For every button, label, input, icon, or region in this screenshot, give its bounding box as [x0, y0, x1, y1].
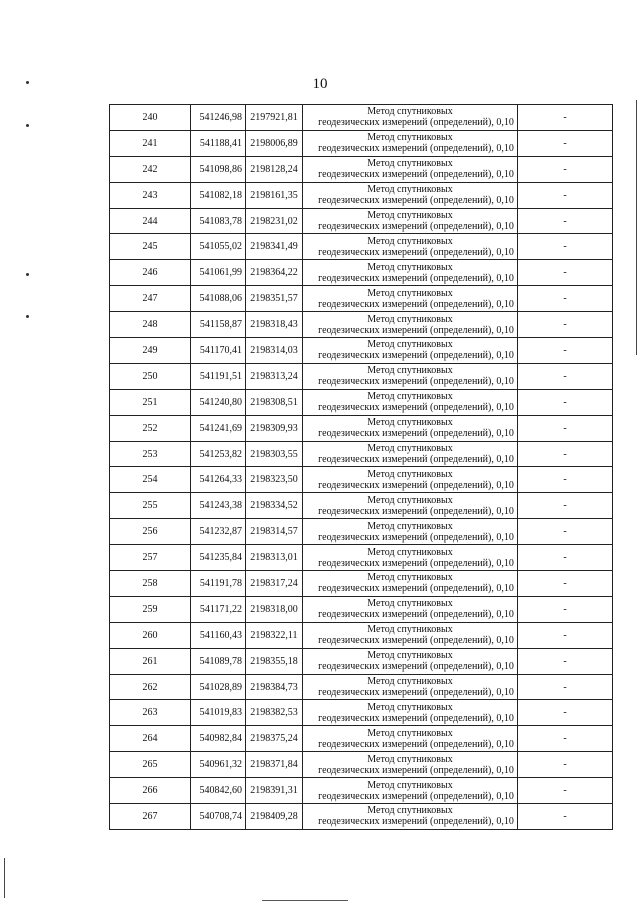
coordinate-y: 2198364,22 — [246, 260, 303, 286]
note-cell: - — [518, 286, 613, 312]
note-cell: - — [518, 596, 613, 622]
coordinate-y: 2198318,43 — [246, 312, 303, 338]
point-number: 244 — [110, 208, 191, 234]
method-line-2: геодезических измерений (определений), 0,10 — [318, 609, 514, 621]
method-line-1: Метод спутниковых — [367, 520, 453, 532]
method-line-2: геодезических измерений (определений), 0,10 — [318, 661, 514, 673]
point-number: 253 — [110, 441, 191, 467]
coordinate-x: 541055,02 — [191, 234, 246, 260]
point-number: 256 — [110, 519, 191, 545]
method-cell — [303, 700, 518, 726]
coordinate-x: 541158,87 — [191, 312, 246, 338]
page-number: 10 — [312, 76, 328, 92]
method-line-2: геодезических измерений (определений), 0,10 — [318, 531, 514, 543]
method-line-1: Метод спутниковых — [367, 443, 453, 455]
note-cell: - — [518, 182, 613, 208]
method-cell — [303, 105, 518, 131]
coordinate-x: 541191,51 — [191, 363, 246, 389]
coordinate-x: 541241,69 — [191, 415, 246, 441]
method-line-1: Метод спутниковых — [367, 546, 453, 558]
table-row — [110, 130, 613, 156]
coordinate-x: 541028,89 — [191, 674, 246, 700]
method-cell — [303, 234, 518, 260]
coordinate-x: 541019,83 — [191, 700, 246, 726]
method-line-1: Метод спутниковых — [367, 235, 453, 247]
note-cell: - — [518, 726, 613, 752]
table-row — [110, 752, 613, 778]
method-line-2: геодезических измерений (определений), 0,10 — [318, 428, 514, 440]
method-cell — [303, 674, 518, 700]
method-line-1: Метод спутниковых — [367, 727, 453, 739]
coordinate-y: 2198303,55 — [246, 441, 303, 467]
point-number: 258 — [110, 571, 191, 597]
method-cell — [303, 312, 518, 338]
note-cell: - — [518, 752, 613, 778]
point-number: 246 — [110, 260, 191, 286]
method-line-1: Метод спутниковых — [367, 598, 453, 610]
note-cell: - — [518, 208, 613, 234]
method-line-1: Метод спутниковых — [367, 261, 453, 273]
coordinate-y: 2198313,01 — [246, 545, 303, 571]
table-row — [110, 234, 613, 260]
scan-edge-line — [636, 100, 637, 355]
point-number: 259 — [110, 596, 191, 622]
table-row — [110, 596, 613, 622]
table-row — [110, 441, 613, 467]
method-line-1: Метод спутниковых — [367, 339, 453, 351]
note-cell: - — [518, 363, 613, 389]
coordinate-y: 2198384,73 — [246, 674, 303, 700]
table-row — [110, 467, 613, 493]
margin-mark — [26, 81, 29, 84]
coordinate-y: 2198341,49 — [246, 234, 303, 260]
method-cell — [303, 415, 518, 441]
coordinate-x: 540842,60 — [191, 778, 246, 804]
method-cell — [303, 545, 518, 571]
point-number: 260 — [110, 622, 191, 648]
method-cell — [303, 441, 518, 467]
coordinate-y: 2198351,57 — [246, 286, 303, 312]
point-number: 252 — [110, 415, 191, 441]
method-cell — [303, 208, 518, 234]
method-line-2: геодезических измерений (определений), 0,10 — [318, 402, 514, 414]
coordinate-y: 2198409,28 — [246, 804, 303, 830]
coordinate-x: 541253,82 — [191, 441, 246, 467]
point-number: 261 — [110, 648, 191, 674]
method-line-2: геодезических измерений (определений), 0,10 — [318, 117, 514, 129]
method-line-1: Метод спутниковых — [367, 805, 453, 817]
coordinate-y: 2198309,93 — [246, 415, 303, 441]
coordinate-y: 2198355,18 — [246, 648, 303, 674]
table-row — [110, 182, 613, 208]
coordinate-y: 2198314,57 — [246, 519, 303, 545]
point-number: 264 — [110, 726, 191, 752]
method-line-1: Метод спутниковых — [367, 132, 453, 144]
coordinate-x: 541061,99 — [191, 260, 246, 286]
coordinate-y: 2198313,24 — [246, 363, 303, 389]
coordinate-x: 541232,87 — [191, 519, 246, 545]
point-number: 254 — [110, 467, 191, 493]
coordinate-y: 2198317,24 — [246, 571, 303, 597]
method-cell — [303, 622, 518, 648]
note-cell: - — [518, 467, 613, 493]
coordinate-y: 2197921,81 — [246, 105, 303, 131]
note-cell: - — [518, 674, 613, 700]
point-number: 245 — [110, 234, 191, 260]
method-cell — [303, 596, 518, 622]
method-line-2: геодезических измерений (определений), 0,10 — [318, 764, 514, 776]
method-line-2: геодезических измерений (определений), 0,10 — [318, 687, 514, 699]
method-cell — [303, 804, 518, 830]
coordinates-table — [109, 104, 613, 830]
coordinate-y: 2198322,11 — [246, 622, 303, 648]
method-cell — [303, 493, 518, 519]
coordinate-y: 2198161,35 — [246, 182, 303, 208]
table-row — [110, 338, 613, 364]
table-row — [110, 208, 613, 234]
note-cell: - — [518, 778, 613, 804]
point-number: 241 — [110, 130, 191, 156]
coordinate-y: 2198318,00 — [246, 596, 303, 622]
method-line-2: геодезических измерений (определений), 0,10 — [318, 246, 514, 258]
point-number: 262 — [110, 674, 191, 700]
method-line-2: геодезических измерений (определений), 0,10 — [318, 583, 514, 595]
method-line-2: геодезических измерений (определений), 0,10 — [318, 324, 514, 336]
method-cell — [303, 286, 518, 312]
note-cell: - — [518, 234, 613, 260]
note-cell: - — [518, 130, 613, 156]
coordinate-x: 541098,86 — [191, 156, 246, 182]
coordinate-x: 541083,78 — [191, 208, 246, 234]
method-line-2: геодезических измерений (определений), 0,10 — [318, 505, 514, 517]
note-cell: - — [518, 622, 613, 648]
table-row — [110, 545, 613, 571]
table-row — [110, 156, 613, 182]
point-number: 263 — [110, 700, 191, 726]
method-line-1: Метод спутниковых — [367, 158, 453, 170]
coordinate-y: 2198308,51 — [246, 389, 303, 415]
method-line-1: Метод спутниковых — [367, 210, 453, 221]
point-number: 251 — [110, 389, 191, 415]
table-row — [110, 519, 613, 545]
method-cell — [303, 389, 518, 415]
method-line-1: Метод спутниковых — [367, 365, 453, 377]
note-cell: - — [518, 648, 613, 674]
method-line-1: Метод спутниковых — [367, 701, 453, 713]
scan-edge-line — [4, 858, 5, 898]
method-line-2: геодезических измерений (определений), 0,10 — [318, 635, 514, 647]
coordinate-y: 2198323,50 — [246, 467, 303, 493]
method-line-1: Метод спутниковых — [367, 184, 453, 196]
table-row — [110, 363, 613, 389]
coordinate-x: 541171,22 — [191, 596, 246, 622]
method-line-2: геодезических измерений (определений), 0,10 — [318, 738, 514, 750]
table-row — [110, 105, 613, 131]
method-line-2: геодезических измерений (определений), 0,10 — [318, 272, 514, 284]
method-line-2: геодезических измерений (определений), 0,10 — [318, 143, 514, 155]
point-number: 257 — [110, 545, 191, 571]
coordinate-x: 541088,06 — [191, 286, 246, 312]
coordinate-x: 541082,18 — [191, 182, 246, 208]
coordinate-x: 541246,98 — [191, 105, 246, 131]
method-line-2: геодезических измерений (определений), 0,10 — [318, 557, 514, 569]
method-cell — [303, 726, 518, 752]
method-line-1: Метод спутниковых — [367, 313, 453, 325]
point-number: 248 — [110, 312, 191, 338]
method-cell — [303, 363, 518, 389]
table-row — [110, 312, 613, 338]
note-cell: - — [518, 700, 613, 726]
note-cell: - — [518, 804, 613, 830]
coordinate-y: 2198231,02 — [246, 208, 303, 234]
table-row — [110, 622, 613, 648]
method-line-1: Метод спутниковых — [367, 676, 453, 688]
point-number: 265 — [110, 752, 191, 778]
method-line-1: Метод спутниковых — [367, 494, 453, 506]
table-row — [110, 648, 613, 674]
point-number: 240 — [110, 105, 191, 131]
coordinate-x: 541089,78 — [191, 648, 246, 674]
note-cell: - — [518, 312, 613, 338]
point-number: 247 — [110, 286, 191, 312]
coordinate-y: 2198391,31 — [246, 778, 303, 804]
coordinate-x: 541264,33 — [191, 467, 246, 493]
note-cell: - — [518, 260, 613, 286]
method-line-2: геодезических измерений (определений), 0,10 — [318, 376, 514, 388]
table-row — [110, 571, 613, 597]
coordinate-y: 2198314,03 — [246, 338, 303, 364]
method-cell — [303, 571, 518, 597]
coordinate-y: 2198334,52 — [246, 493, 303, 519]
point-number: 267 — [110, 804, 191, 830]
table-row — [110, 700, 613, 726]
table-row — [110, 674, 613, 700]
table-row — [110, 389, 613, 415]
method-cell — [303, 648, 518, 674]
note-cell: - — [518, 389, 613, 415]
method-line-1: Метод спутниковых — [367, 468, 453, 480]
point-number: 266 — [110, 778, 191, 804]
point-number: 249 — [110, 338, 191, 364]
method-line-2: геодезических измерений (определений), 0,10 — [318, 479, 514, 491]
coordinate-x: 541240,80 — [191, 389, 246, 415]
note-cell: - — [518, 156, 613, 182]
method-line-2: геодезических измерений (определений), 0,10 — [318, 195, 514, 207]
note-cell: - — [518, 441, 613, 467]
method-line-1: Метод спутниковых — [367, 287, 453, 299]
table-row — [110, 804, 613, 830]
method-cell — [303, 260, 518, 286]
coordinate-x: 541191,78 — [191, 571, 246, 597]
method-line-1: Метод спутниковых — [367, 753, 453, 765]
note-cell: - — [518, 519, 613, 545]
coordinate-x: 540961,32 — [191, 752, 246, 778]
method-line-1: Метод спутниковых — [367, 391, 453, 403]
margin-mark — [26, 273, 29, 276]
method-line-1: Метод спутниковых — [367, 779, 453, 791]
footer-line — [262, 900, 348, 901]
coordinate-x: 541160,43 — [191, 622, 246, 648]
method-line-1: Метод спутниковых — [367, 572, 453, 584]
table-row — [110, 493, 613, 519]
method-line-2: геодезических измерений (определений), 0,10 — [318, 712, 514, 724]
method-cell — [303, 130, 518, 156]
table-row — [110, 778, 613, 804]
method-cell — [303, 467, 518, 493]
table-row — [110, 415, 613, 441]
coordinate-x: 540982,84 — [191, 726, 246, 752]
method-line-2: геодезических измерений (определений), 0,10 — [318, 350, 514, 362]
method-cell — [303, 519, 518, 545]
method-line-2: геодезических измерений (определений), 0,10 — [318, 454, 514, 466]
point-number: 243 — [110, 182, 191, 208]
coordinate-x: 541235,84 — [191, 545, 246, 571]
method-cell — [303, 778, 518, 804]
note-cell: - — [518, 105, 613, 131]
table-row — [110, 726, 613, 752]
method-cell — [303, 338, 518, 364]
method-line-1: Метод спутниковых — [367, 106, 453, 118]
table-row — [110, 286, 613, 312]
method-line-2: геодезических измерений (определений), 0,10 — [318, 298, 514, 310]
coordinate-x: 541188,41 — [191, 130, 246, 156]
coordinate-y: 2198006,89 — [246, 130, 303, 156]
note-cell: - — [518, 493, 613, 519]
method-line-1: Метод спутниковых — [367, 417, 453, 429]
point-number: 250 — [110, 363, 191, 389]
method-line-2: геодезических измерений (определений), 0,10 — [318, 816, 514, 828]
method-line-1: Метод спутниковых — [367, 624, 453, 636]
point-number: 255 — [110, 493, 191, 519]
method-cell — [303, 752, 518, 778]
note-cell: - — [518, 415, 613, 441]
coordinate-x: 540708,74 — [191, 804, 246, 830]
point-number: 242 — [110, 156, 191, 182]
method-line-2: геодезических измерений (определений), 0,10 — [318, 790, 514, 802]
method-line-2: геодезических измерений (определений), 0,10 — [318, 169, 514, 181]
coordinate-x: 541243,38 — [191, 493, 246, 519]
note-cell: - — [518, 571, 613, 597]
method-line-1: Метод спутниковых — [367, 650, 453, 662]
coordinate-y: 2198375,24 — [246, 726, 303, 752]
method-cell — [303, 182, 518, 208]
method-line-2: геодезических измерений (определений), 0,10 — [318, 221, 514, 232]
margin-mark — [26, 124, 29, 127]
note-cell: - — [518, 545, 613, 571]
coordinate-x: 541170,41 — [191, 338, 246, 364]
method-cell — [303, 156, 518, 182]
coordinate-y: 2198128,24 — [246, 156, 303, 182]
coordinate-y: 2198371,84 — [246, 752, 303, 778]
table-row — [110, 260, 613, 286]
coordinate-y: 2198382,53 — [246, 700, 303, 726]
margin-mark — [26, 315, 29, 318]
note-cell: - — [518, 338, 613, 364]
